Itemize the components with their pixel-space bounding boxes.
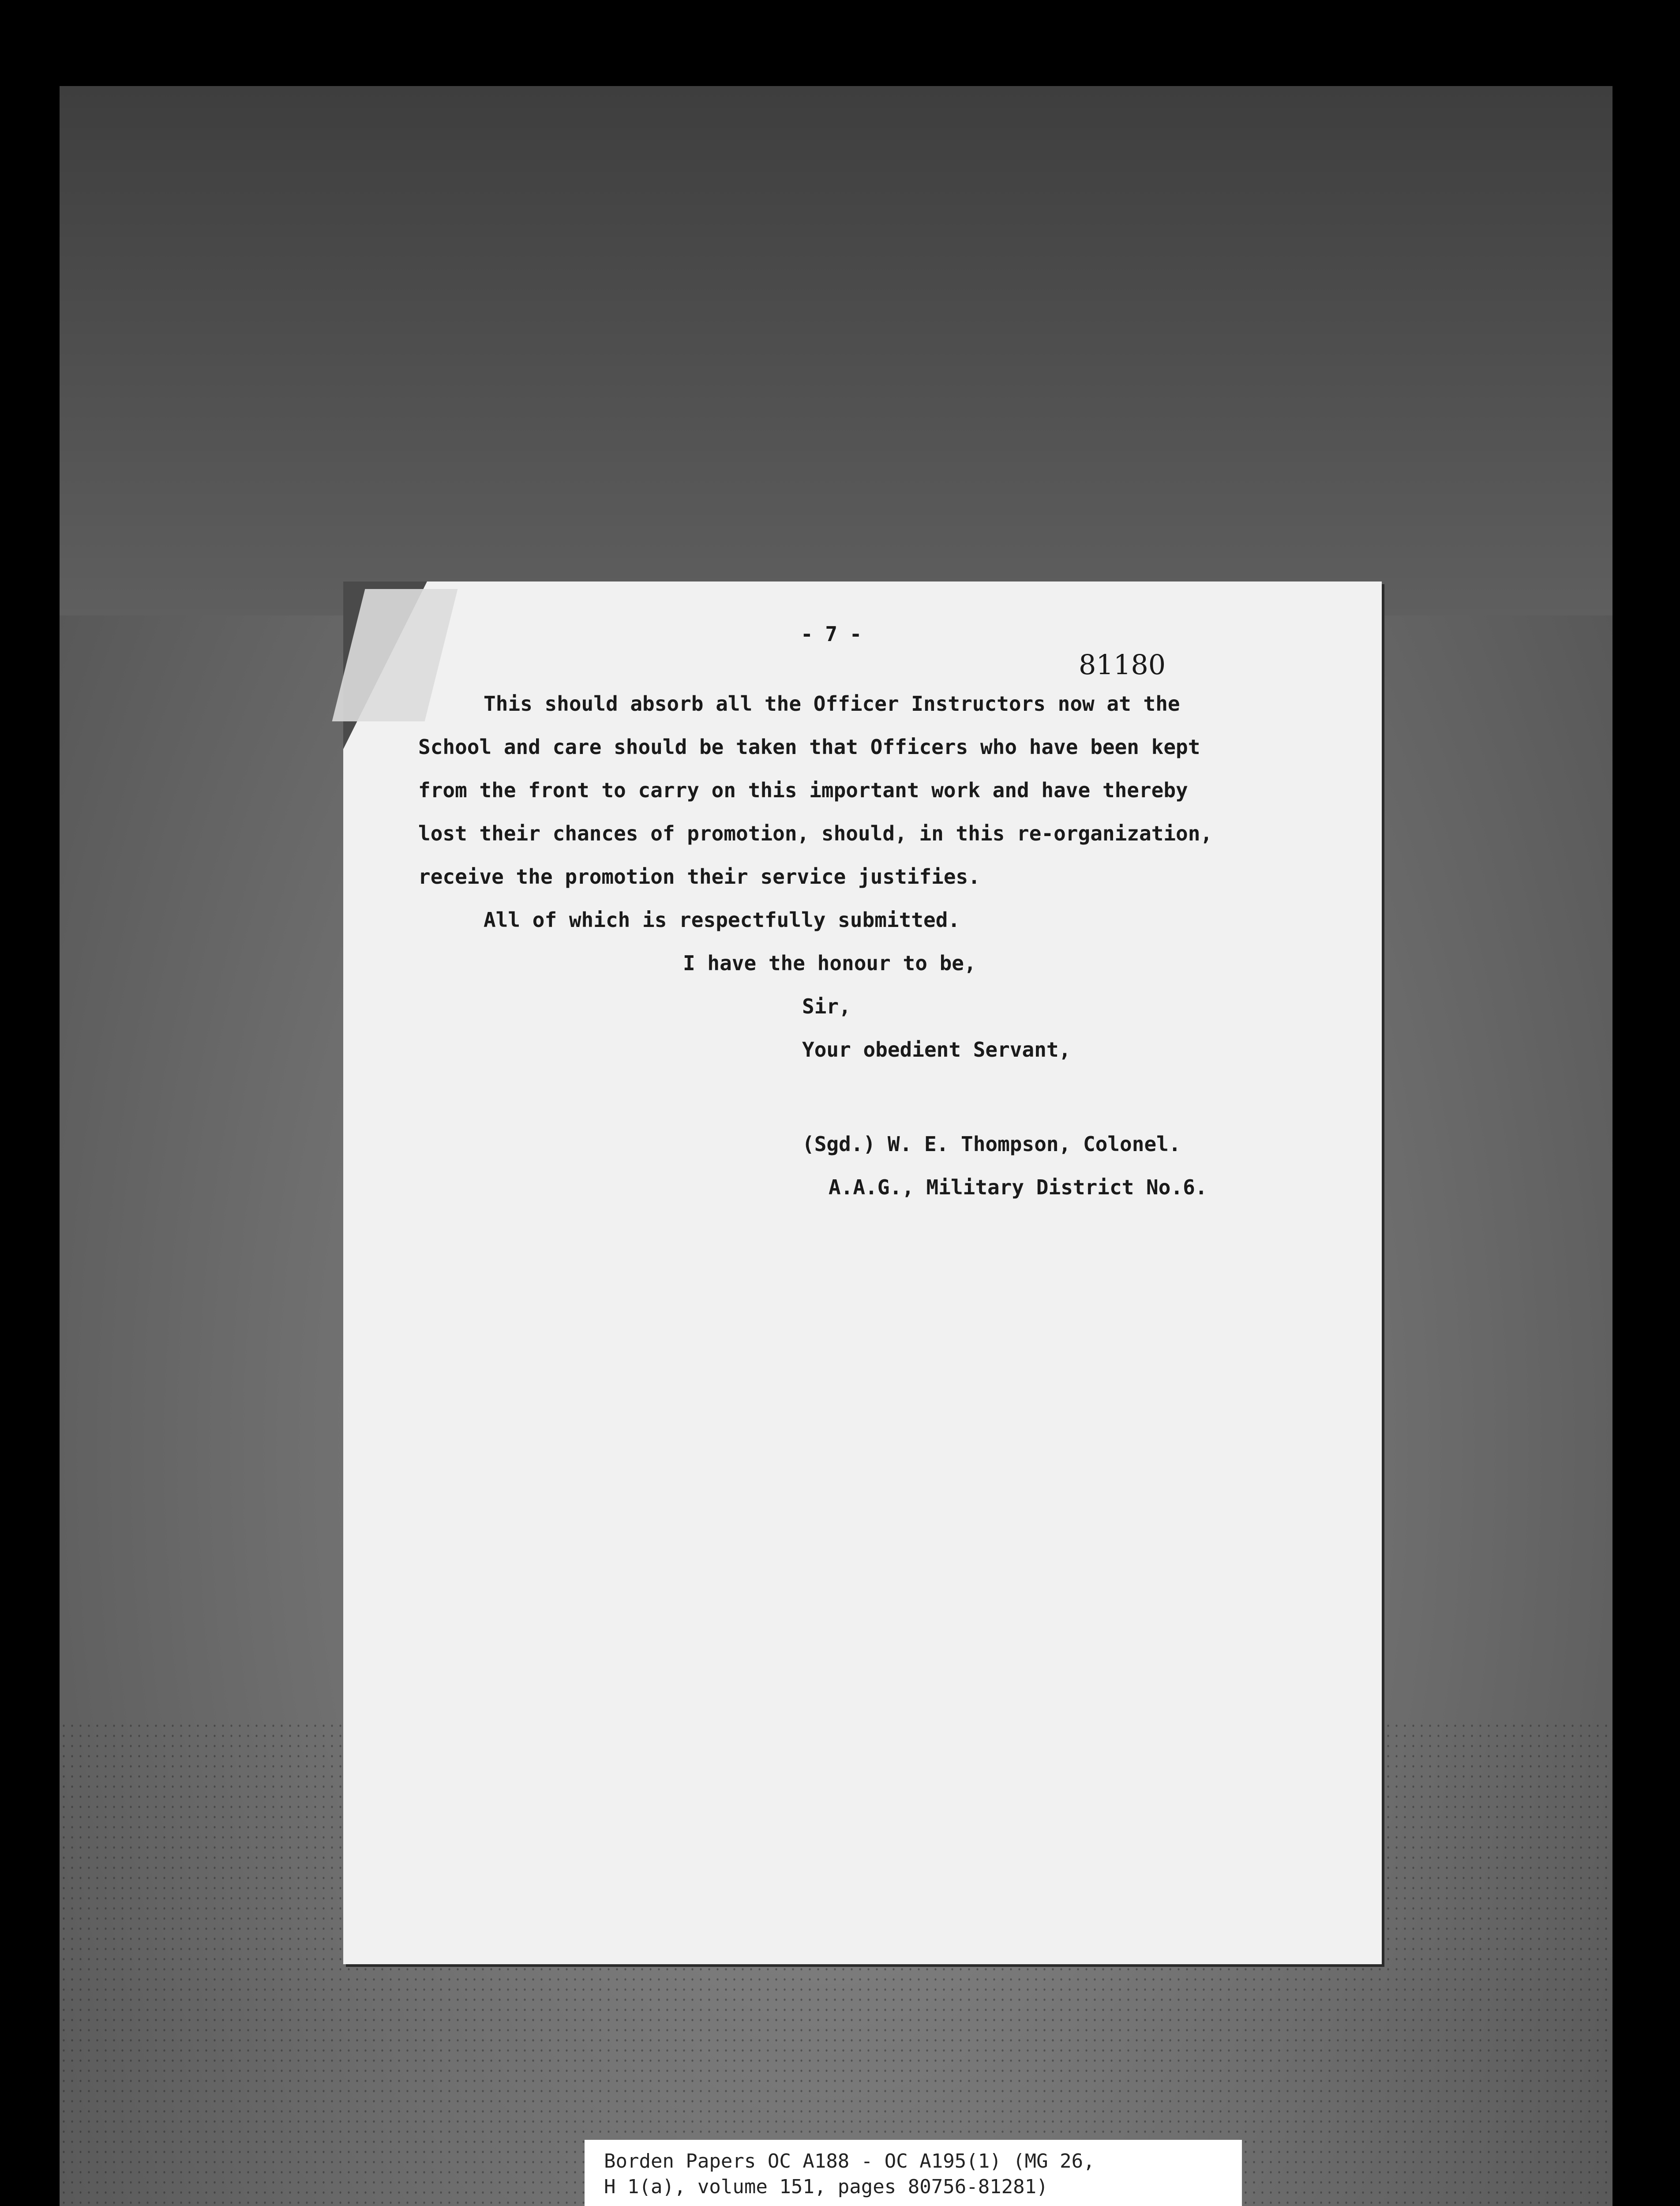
letter-line: receive the promotion their service justifies. [418,865,980,889]
letter-line: All of which is respectfully submitted. [484,908,960,932]
letter-line: from the front to carry on this important work and have thereby [418,778,1188,802]
signature-line: (Sgd.) W. E. Thompson, Colonel. [802,1132,1181,1156]
reference-line-2: H 1(a), volume 151, pages 80756-81281) [604,2176,1048,2198]
letter-line: School and care should be taken that Officers who have been kept [418,735,1200,759]
letter-line: This should absorb all the Officer Instructors now at the [484,692,1180,716]
closing-servant: Your obedient Servant, [802,1038,1071,1062]
closing-line: I have the honour to be, [683,951,976,975]
document-number: 81180 [1079,649,1166,681]
mounting-board [60,86,1612,615]
letter-page [343,582,1382,1964]
page-number: - 7 - [801,622,862,646]
reference-label [585,2140,1242,2206]
salutation: Sir, [802,994,851,1018]
signature-title: A.A.G., Military District No.6. [829,1175,1208,1199]
reference-line-1: Borden Papers OC A188 - OC A195(1) (MG 26, [604,2150,1095,2172]
letter-line: lost their chances of promotion, should, in this re-organization, [418,822,1213,845]
